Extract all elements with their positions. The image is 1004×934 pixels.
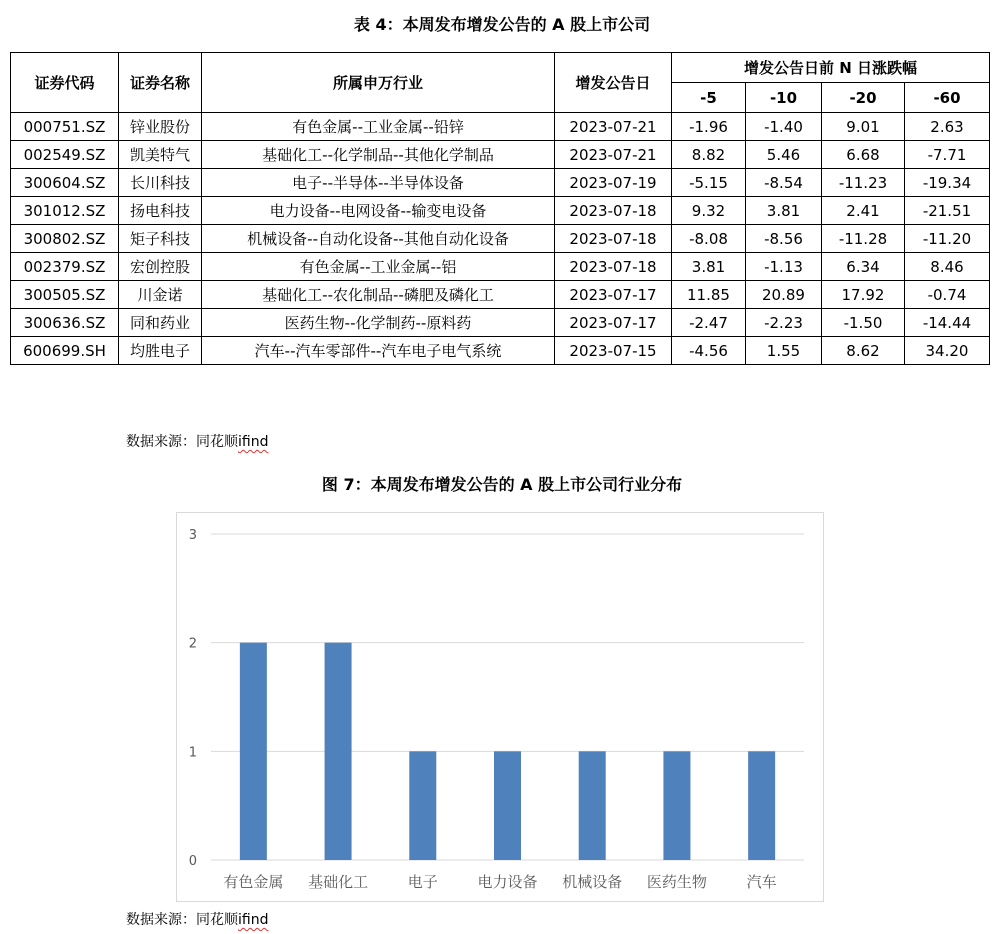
cell-v5: -8.08	[672, 225, 746, 253]
bar-chart	[176, 512, 824, 902]
header-n-20: -20	[822, 83, 905, 113]
cell-industry: 有色金属--工业金属--铅锌	[202, 113, 555, 141]
cell-date: 2023-07-18	[555, 197, 672, 225]
placement-table	[10, 52, 990, 365]
cell-industry: 汽车--汽车零部件--汽车电子电气系统	[202, 337, 555, 365]
category-label: 基础化工	[308, 873, 369, 891]
cell-industry: 基础化工--化学制品--其他化学制品	[202, 141, 555, 169]
cell-v60: -11.20	[905, 225, 990, 253]
cell-date: 2023-07-18	[555, 225, 672, 253]
category-label: 汽车	[746, 873, 777, 891]
cell-v10: -8.54	[746, 169, 822, 197]
chart-title: 图 7：本周发布增发公告的 A 股上市公司行业分布	[321, 475, 683, 494]
category-label: 医药生物	[646, 873, 707, 891]
cell-name: 长川科技	[119, 169, 202, 197]
y-tick-label: 0	[188, 854, 197, 869]
header-code: 证券代码	[11, 53, 119, 113]
cell-v20: 9.01	[822, 113, 905, 141]
cell-date: 2023-07-18	[555, 253, 672, 281]
cell-name: 锌业股份	[119, 113, 202, 141]
cell-v5: 8.82	[672, 141, 746, 169]
header-date: 增发公告日	[555, 53, 672, 113]
cell-v10: -1.13	[746, 253, 822, 281]
cell-code: 002379.SZ	[11, 253, 119, 281]
cell-v10: -2.23	[746, 309, 822, 337]
header-change-group: 增发公告日前 N 日涨跌幅	[672, 53, 990, 83]
cell-date: 2023-07-17	[555, 309, 672, 337]
data-source-prefix-2: 数据来源：同花顺	[126, 912, 238, 928]
cell-code: 600699.SH	[11, 337, 119, 365]
cell-name: 同和药业	[119, 309, 202, 337]
cell-industry: 基础化工--农化制品--磷肥及磷化工	[202, 281, 555, 309]
header-n-10: -10	[746, 83, 822, 113]
cell-v60: 8.46	[905, 253, 990, 281]
cell-industry: 电子--半导体--半导体设备	[202, 169, 555, 197]
data-source-note-2	[126, 909, 268, 929]
cell-name: 均胜电子	[119, 337, 202, 365]
cell-date: 2023-07-15	[555, 337, 672, 365]
cell-industry: 有色金属--工业金属--铝	[202, 253, 555, 281]
cell-code: 002549.SZ	[11, 141, 119, 169]
table-body	[11, 113, 990, 365]
bar	[663, 751, 690, 860]
cell-v60: -21.51	[905, 197, 990, 225]
cell-v20: 17.92	[822, 281, 905, 309]
cell-v10: -8.56	[746, 225, 822, 253]
cell-v5: 9.32	[672, 197, 746, 225]
table-row	[11, 225, 990, 253]
cell-code: 301012.SZ	[11, 197, 119, 225]
data-source-prefix: 数据来源：同花顺	[126, 434, 238, 450]
cell-v10: -1.40	[746, 113, 822, 141]
category-label: 电子	[407, 873, 438, 891]
table-row	[11, 197, 990, 225]
table-row	[11, 281, 990, 309]
bar	[240, 643, 267, 860]
cell-name: 矩子科技	[119, 225, 202, 253]
cell-name: 扬电科技	[119, 197, 202, 225]
cell-v20: 6.68	[822, 141, 905, 169]
bar	[409, 751, 436, 860]
cell-v5: -5.15	[672, 169, 746, 197]
cell-code: 300604.SZ	[11, 169, 119, 197]
table-row	[11, 141, 990, 169]
cell-code: 300505.SZ	[11, 281, 119, 309]
category-label: 有色金属	[223, 873, 284, 891]
cell-code: 300636.SZ	[11, 309, 119, 337]
cell-v20: -11.28	[822, 225, 905, 253]
cell-date: 2023-07-19	[555, 169, 672, 197]
cell-v60: -14.44	[905, 309, 990, 337]
cell-v20: -1.50	[822, 309, 905, 337]
header-name: 证券名称	[119, 53, 202, 113]
cell-v10: 20.89	[746, 281, 822, 309]
cell-v60: -7.71	[905, 141, 990, 169]
cell-industry: 机械设备--自动化设备--其他自动化设备	[202, 225, 555, 253]
category-label: 机械设备	[562, 873, 623, 891]
data-source-note	[126, 431, 268, 451]
bar	[748, 751, 775, 860]
cell-industry: 电力设备--电网设备--输变电设备	[202, 197, 555, 225]
table-row	[11, 113, 990, 141]
cell-name: 凯美特气	[119, 141, 202, 169]
header-n-5: -5	[672, 83, 746, 113]
cell-date: 2023-07-21	[555, 113, 672, 141]
table-row	[11, 337, 990, 365]
header-n-60: -60	[905, 83, 990, 113]
cell-v5: 11.85	[672, 281, 746, 309]
cell-v5: -1.96	[672, 113, 746, 141]
cell-v10: 1.55	[746, 337, 822, 365]
header-industry: 所属申万行业	[202, 53, 555, 113]
cell-v10: 5.46	[746, 141, 822, 169]
cell-date: 2023-07-17	[555, 281, 672, 309]
table-row	[11, 253, 990, 281]
category-label: 电力设备	[477, 873, 538, 891]
cell-code: 000751.SZ	[11, 113, 119, 141]
cell-v20: 2.41	[822, 197, 905, 225]
cell-v60: -19.34	[905, 169, 990, 197]
cell-name: 川金诺	[119, 281, 202, 309]
cell-v20: 6.34	[822, 253, 905, 281]
cell-date: 2023-07-21	[555, 141, 672, 169]
bar	[579, 751, 606, 860]
cell-v5: -2.47	[672, 309, 746, 337]
cell-v60: 2.63	[905, 113, 990, 141]
cell-v60: -0.74	[905, 281, 990, 309]
table-row	[11, 169, 990, 197]
cell-v5: 3.81	[672, 253, 746, 281]
table-title: 表 4：本周发布增发公告的 A 股上市公司	[353, 15, 651, 34]
data-source-ifind: ifind	[238, 434, 269, 450]
cell-code: 300802.SZ	[11, 225, 119, 253]
y-tick-label: 3	[188, 528, 197, 543]
cell-v20: 8.62	[822, 337, 905, 365]
y-tick-label: 2	[188, 636, 197, 652]
table-row	[11, 309, 990, 337]
bar	[494, 751, 521, 860]
bar-chart-svg	[177, 513, 823, 901]
cell-v20: -11.23	[822, 169, 905, 197]
y-tick-label: 1	[188, 745, 197, 761]
cell-industry: 医药生物--化学制药--原料药	[202, 309, 555, 337]
bar	[325, 643, 352, 860]
cell-name: 宏创控股	[119, 253, 202, 281]
cell-v5: -4.56	[672, 337, 746, 365]
data-source-ifind-2: ifind	[238, 912, 269, 928]
cell-v10: 3.81	[746, 197, 822, 225]
cell-v60: 34.20	[905, 337, 990, 365]
